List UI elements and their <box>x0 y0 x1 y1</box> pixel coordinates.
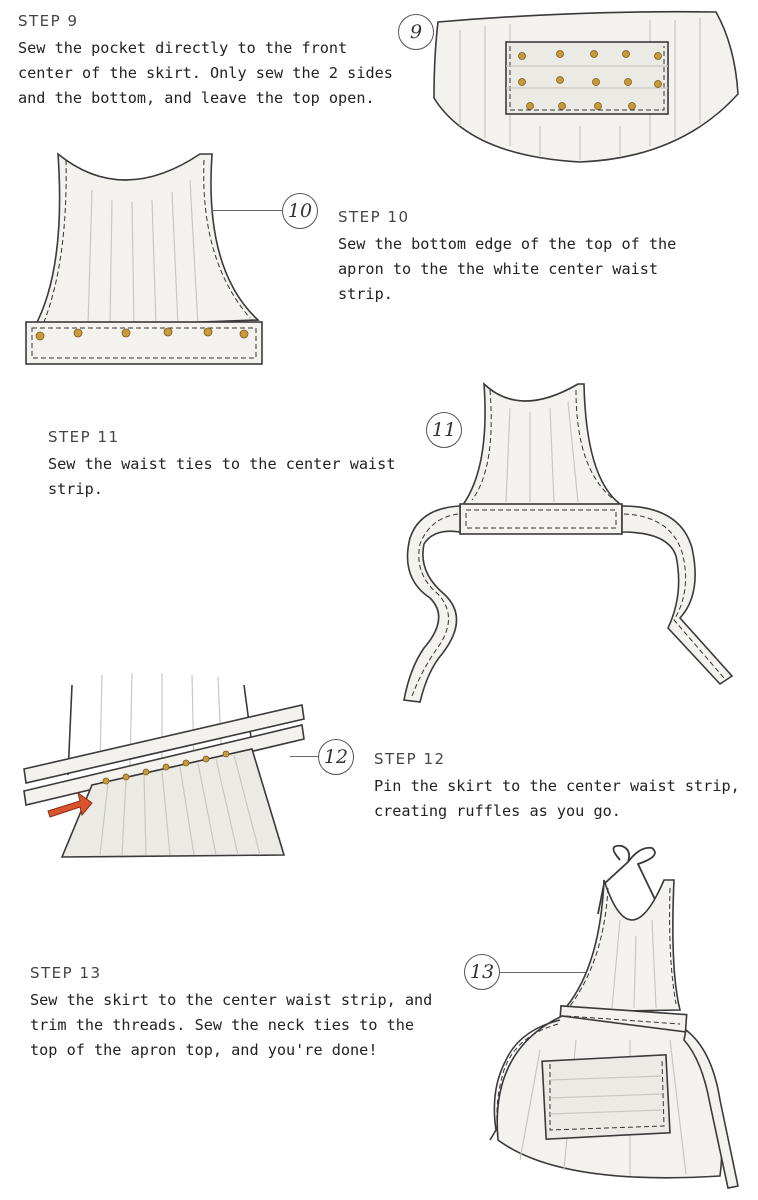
waist-ties-illustration <box>380 378 740 708</box>
step-number-badge: 13 <box>464 954 500 990</box>
step-heading: STEP 10 <box>338 208 410 226</box>
step-instructions: Sew the waist ties to the center waist strip. <box>48 455 396 498</box>
step-10-text <box>338 208 718 307</box>
step-number-badge: 12 <box>318 739 354 775</box>
step-instructions: Sew the skirt to the center waist strip, and trim the threads. Sew the neck ties to the top of the apron top, and you're done! <box>30 991 433 1059</box>
pocket-on-skirt-illustration <box>430 6 740 166</box>
step-instructions: Pin the skirt to the center waist strip, creating ruffles as you go. <box>374 777 740 820</box>
apron-top-on-waist-strip-illustration <box>22 150 272 370</box>
step-instructions: Sew the pocket directly to the front center of the skirt. Only sew the 2 sides and the bottom, and leave the top open. <box>18 39 393 107</box>
step-number-badge: 11 <box>426 412 462 448</box>
step-9-text <box>18 12 408 111</box>
step-13-text <box>30 964 450 1063</box>
badge-leader-line <box>290 756 318 757</box>
badge-leader-line <box>212 210 282 211</box>
finished-apron-illustration <box>480 840 740 1190</box>
step-heading: STEP 12 <box>374 750 446 768</box>
step-11-text <box>48 428 418 502</box>
step-instructions: Sew the bottom edge of the top of the apron to the the white center waist strip. <box>338 235 677 303</box>
step-number-badge: 10 <box>282 193 318 229</box>
step-heading: STEP 9 <box>18 12 79 30</box>
step-heading: STEP 11 <box>48 428 120 446</box>
step-12-text <box>374 750 749 824</box>
step-heading: STEP 13 <box>30 964 102 982</box>
step-number-badge: 9 <box>398 14 434 50</box>
pinning-ruffles-illustration <box>22 665 312 860</box>
